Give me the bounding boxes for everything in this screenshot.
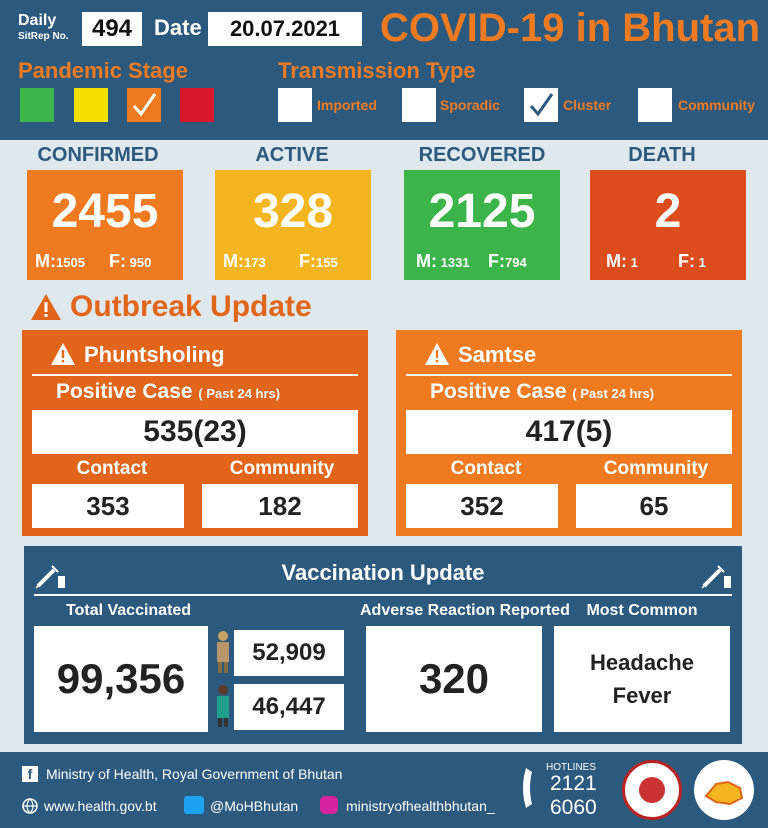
stage-green-swatch (20, 88, 54, 122)
cluster-checkbox (524, 88, 558, 122)
vaccination-title: Vaccination Update (281, 560, 485, 585)
active-card (215, 170, 371, 280)
facebook-icon: f (22, 766, 38, 782)
recovered-m-label: M: (416, 251, 437, 271)
confirmed-m-label: M: (35, 251, 56, 271)
warning-icon (424, 342, 450, 371)
phuntsholing-panel (22, 330, 368, 536)
confirmed-label: CONFIRMED (37, 144, 159, 166)
phuntsholing-community-label: Community (229, 458, 335, 479)
sitrep-number: 494 (82, 12, 142, 46)
most-common-box (554, 626, 730, 732)
date-value: 20.07.2021 (208, 12, 362, 46)
divider (406, 374, 732, 376)
female-vaccinated-value: 46,447 (234, 684, 344, 730)
total-vaccinated-value: 99,356 (34, 626, 208, 732)
ministry-name: Ministry of Health, Royal Government of Bhutan (46, 766, 343, 782)
positive-case-period: ( Past 24 hrs) (572, 386, 655, 401)
instagram-handle[interactable]: ministryofhealthbhutan_ (346, 798, 495, 814)
community-checkbox (638, 88, 672, 122)
positive-case-label: Positive Case (56, 380, 193, 403)
recovered-label: RECOVERED (418, 144, 546, 166)
instagram-icon (320, 796, 338, 814)
phuntsholing-name: Phuntsholing (84, 342, 225, 367)
phuntsholing-positive-heading (56, 380, 280, 404)
stage-yellow-swatch (74, 88, 108, 122)
death-m-value: 1 (630, 255, 638, 270)
pandemic-stage-label: Pandemic Stage (18, 58, 188, 83)
active-m-value: 173 (244, 255, 266, 270)
phone-icon (520, 766, 546, 815)
samtse-community-value: 65 (576, 484, 732, 528)
page-title: COVID-19 in Bhutan (380, 6, 761, 50)
adverse-reaction-value: 320 (366, 626, 542, 732)
death-f-value: 1 (698, 255, 706, 270)
most-common-item: Headache (590, 650, 694, 675)
adverse-reaction-label: Adverse Reaction Reported (360, 602, 570, 619)
stage-red-swatch (180, 88, 214, 122)
website-link[interactable]: www.health.gov.bt (44, 798, 157, 814)
community-label: Community (678, 97, 755, 113)
death-value: 2 (654, 185, 682, 238)
death-m-label: M: (606, 251, 627, 271)
samtse-community-label: Community (603, 458, 709, 479)
date-label: Date (154, 15, 202, 40)
samtse-positive-heading (430, 380, 654, 404)
cluster-label: Cluster (563, 97, 612, 113)
sporadic-checkbox (402, 88, 436, 122)
confirmed-f-label: F: (109, 251, 126, 271)
phuntsholing-positive-value: 535(23) (32, 410, 358, 454)
recovered-card (404, 170, 560, 280)
phuntsholing-contact-value: 353 (32, 484, 184, 528)
confirmed-f-value: 950 (129, 255, 152, 270)
most-common-label: Most Common (586, 602, 698, 619)
active-label: ACTIVE (255, 144, 329, 166)
outbreak-title: Outbreak Update (70, 290, 312, 323)
male-icon (214, 630, 232, 679)
death-card (590, 170, 746, 280)
hotlines-label: HOTLINES (546, 762, 597, 773)
confirmed-value: 2455 (51, 185, 159, 238)
warning-icon (50, 342, 76, 371)
samtse-contact-label: Contact (450, 458, 522, 479)
active-f-label: F: (299, 251, 316, 271)
twitter-handle[interactable]: @MoHBhutan (210, 798, 299, 814)
total-vaccinated-label: Total Vaccinated (66, 602, 192, 619)
globe-icon (22, 798, 38, 819)
phuntsholing-contact-label: Contact (76, 458, 148, 479)
daily-label: Daily (18, 12, 57, 29)
bhutan-map-logo (694, 760, 754, 820)
checkmark-icon (524, 88, 558, 122)
syringe-icon (700, 558, 732, 595)
footer (0, 752, 768, 828)
samtse-name: Samtse (458, 342, 537, 367)
phuntsholing-community-value: 182 (202, 484, 358, 528)
twitter-icon (184, 796, 204, 814)
positive-case-period: ( Past 24 hrs) (198, 386, 281, 401)
recovered-f-label: F: (488, 251, 505, 271)
confirmed-m-value: 1505 (56, 255, 85, 270)
active-m-label: M: (223, 251, 244, 271)
hotline-2: 6060 (550, 796, 597, 819)
imported-label: Imported (317, 97, 377, 113)
samtse-contact-value: 352 (406, 484, 558, 528)
most-common-item: Fever (612, 683, 672, 708)
death-f-label: F: (678, 251, 695, 271)
confirmed-card (27, 170, 183, 280)
active-f-value: 155 (316, 255, 338, 270)
imported-checkbox (278, 88, 312, 122)
female-icon (214, 684, 232, 733)
active-value: 328 (252, 185, 334, 238)
sitrep-label: SitRep No. (18, 31, 69, 42)
stage-orange-swatch (127, 88, 161, 122)
ministry-seal-logo (622, 760, 682, 820)
samtse-positive-value: 417(5) (406, 410, 732, 454)
recovered-m-value: 1331 (440, 255, 470, 270)
sporadic-label: Sporadic (440, 97, 500, 113)
divider (32, 374, 358, 376)
transmission-type-label: Transmission Type (278, 58, 476, 83)
death-label: DEATH (628, 144, 696, 166)
checkmark-icon (127, 88, 161, 122)
male-vaccinated-value: 52,909 (234, 630, 344, 676)
header-banner (0, 0, 768, 140)
hotline-1: 2121 (550, 772, 597, 795)
recovered-value: 2125 (428, 185, 536, 238)
positive-case-label: Positive Case (430, 380, 567, 403)
warning-icon (30, 292, 62, 327)
vaccination-panel (24, 546, 742, 744)
samtse-panel (396, 330, 742, 536)
recovered-f-value: 794 (505, 255, 527, 270)
divider (34, 594, 732, 596)
